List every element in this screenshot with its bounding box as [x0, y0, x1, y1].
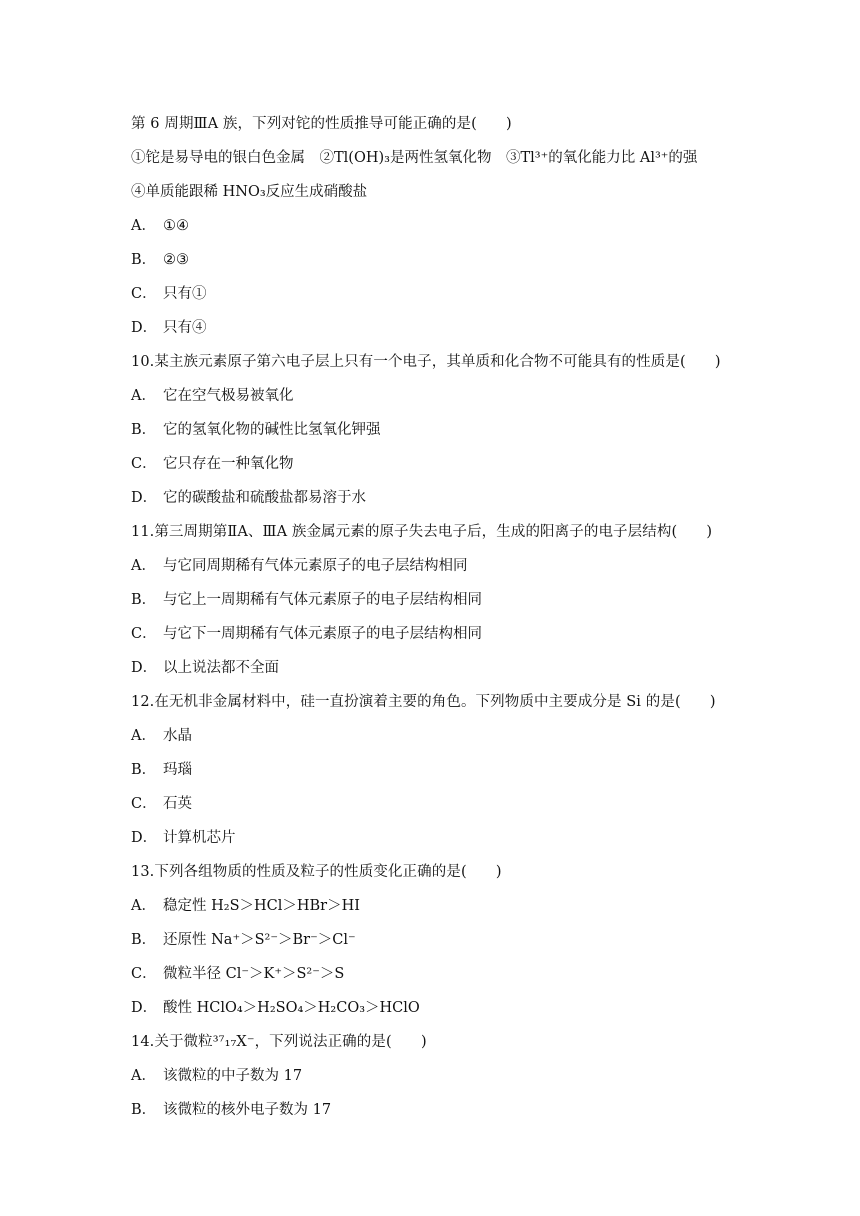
question-11-option-b	[131, 590, 482, 610]
option-letter: B．	[131, 932, 157, 948]
option-letter: A．	[131, 218, 156, 234]
option-letter: C．	[131, 286, 157, 302]
option-letter: B．	[131, 422, 157, 438]
question-10-option-b	[131, 420, 381, 440]
question-13-option-a	[131, 896, 360, 916]
question-12-stem: 12.在无机非金属材料中，硅一直扮演着主要的角色。下列物质中主要成分是 Si 的是( )	[131, 694, 716, 710]
question-12-option-a	[131, 726, 192, 746]
question-13-stem: 13.下列各组物质的性质及粒子的性质变化正确的是( )	[131, 864, 502, 880]
question-11-option-d	[131, 658, 279, 678]
option-letter: C．	[131, 456, 157, 472]
option-letter: C．	[131, 796, 157, 812]
option-letter: B．	[131, 592, 157, 608]
option-letter: A．	[131, 558, 156, 574]
option-letter: A．	[131, 728, 156, 744]
option-text: 还原性 Na⁺＞S²⁻＞Br⁻＞Cl⁻	[163, 932, 356, 948]
question-14-stem: 14.关于微粒³⁷₁₇X⁻，下列说法正确的是( )	[131, 1034, 427, 1050]
question-9-option-b	[131, 250, 189, 270]
option-letter: D．	[131, 660, 158, 676]
option-text: 该微粒的核外电子数为 17	[163, 1102, 332, 1118]
option-text: 微粒半径 Cl⁻＞K⁺＞S²⁻＞S	[163, 966, 345, 982]
question-14-option-b	[131, 1100, 331, 1120]
option-text: 酸性 HClO₄＞H₂SO₄＞H₂CO₃＞HClO	[163, 1000, 420, 1016]
option-text: 水晶	[163, 728, 192, 744]
question-11-option-a	[131, 556, 468, 576]
option-text: 与它同周期稀有气体元素原子的电子层结构相同	[163, 558, 468, 574]
option-text: 只有④	[163, 320, 207, 336]
option-text: 它的氢氧化物的碱性比氢氧化钾强	[163, 422, 381, 438]
option-letter: C．	[131, 626, 157, 642]
question-13-option-c	[131, 964, 344, 984]
question-10-option-a	[131, 386, 294, 406]
option-letter: C．	[131, 966, 157, 982]
question-9-stem: 第 6 周期ⅢA 族，下列对铊的性质推导可能正确的是( )	[131, 116, 512, 132]
option-letter: D．	[131, 320, 158, 336]
question-11-option-c	[131, 624, 482, 644]
question-12-option-c	[131, 794, 192, 814]
option-text: 它只存在一种氧化物	[163, 456, 294, 472]
option-letter: B．	[131, 252, 157, 268]
option-letter: B．	[131, 1102, 157, 1118]
question-10-option-c	[131, 454, 294, 474]
option-text: 只有①	[163, 286, 207, 302]
option-text: 它的碳酸盐和硫酸盐都易溶于水	[163, 490, 366, 506]
question-10-option-d	[131, 488, 366, 508]
question-12-option-b	[131, 760, 192, 780]
option-letter: B．	[131, 762, 157, 778]
question-9-option-d	[131, 318, 207, 338]
option-text: 计算机芯片	[163, 830, 236, 846]
option-text: 它在空气极易被氧化	[163, 388, 294, 404]
question-9-option-c	[131, 284, 207, 304]
option-text: 与它上一周期稀有气体元素原子的电子层结构相同	[163, 592, 482, 608]
question-12-option-d	[131, 828, 236, 848]
option-letter: A．	[131, 388, 156, 404]
option-text: ②③	[163, 252, 189, 268]
option-letter: A．	[131, 1068, 156, 1084]
question-9-statement-line-1: ①铊是易导电的银白色金属 ②Tl(OH)₃是两性氢氧化物 ③Tl³⁺的氧化能力比 Al³⁺的强	[131, 150, 698, 166]
question-14-option-a	[131, 1066, 302, 1086]
option-text: 石英	[163, 796, 192, 812]
question-9-statement-line-2: ④单质能跟稀 HNO₃反应生成硝酸盐	[131, 184, 368, 200]
option-text: 该微粒的中子数为 17	[163, 1068, 303, 1084]
option-text: 稳定性 H₂S＞HCl＞HBr＞HI	[163, 898, 360, 914]
question-10-stem: 10.某主族元素原子第六电子层上只有一个电子，其单质和化合物不可能具有的性质是( )	[131, 354, 721, 370]
question-13-option-d	[131, 998, 420, 1018]
question-11-stem: 11.第三周期第ⅡA、ⅢA 族金属元素的原子失去电子后，生成的阳离子的电子层结构( )	[131, 524, 713, 540]
option-text: 玛瑙	[163, 762, 192, 778]
question-9-option-a	[131, 216, 189, 236]
option-text: 与它下一周期稀有气体元素原子的电子层结构相同	[163, 626, 482, 642]
option-text: 以上说法都不全面	[163, 660, 279, 676]
option-letter: A．	[131, 898, 156, 914]
option-letter: D．	[131, 1000, 158, 1016]
option-letter: D．	[131, 830, 158, 846]
question-13-option-b	[131, 930, 356, 950]
option-text: ①④	[163, 218, 189, 234]
option-letter: D．	[131, 490, 158, 506]
